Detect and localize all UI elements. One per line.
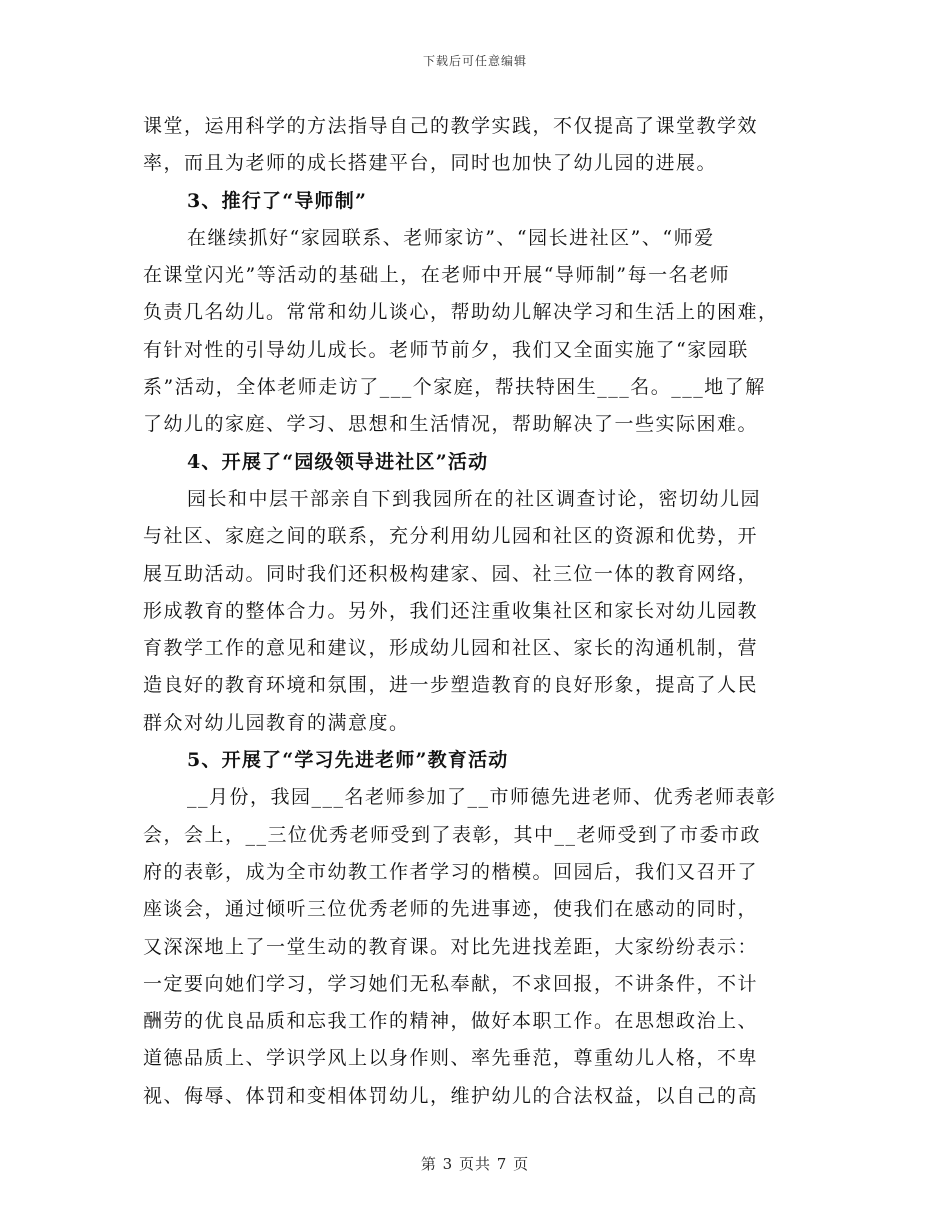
body-text-line: 了幼儿的家庭、学习、思想和生活情况，帮助解决了一些实际困难。 bbox=[143, 413, 759, 436]
body-text-line: 有针对性的引导幼儿成长。老师节前夕，我们又全面实施了“家园联 bbox=[143, 338, 749, 361]
body-text-line: 负责几名幼儿。常常和幼儿谈心，帮助幼儿解决学习和生活上的困难， bbox=[143, 301, 779, 324]
section-heading: 5、开展了“学习先进老师”教育活动 bbox=[187, 749, 509, 772]
body-text-line: 在继续抓好“家园联系、老师家访”、“园长进社区”、“师爱 bbox=[187, 226, 715, 249]
body-text-line: 视、侮辱、体罚和变相体罚幼儿，维护幼儿的合法权益，以自己的高 bbox=[143, 1084, 759, 1107]
body-text-line: 课堂，运用科学的方法指导自己的教学实践，不仅提高了课堂教学效 bbox=[143, 115, 759, 137]
body-text-line: __月份，我园___名老师参加了__市师德先进老师、优秀老师表彰 bbox=[187, 786, 777, 809]
body-text-line: 会，会上，__三位优秀老师受到了表彰，其中__老师受到了市委市政 bbox=[143, 823, 762, 846]
body-text-line: 造良好的教育环境和氛围，进一步塑造教育的良好形象，提高了人民 bbox=[143, 674, 759, 697]
body-text-line: 率，而且为老师的成长搭建平台，同时也加快了幼儿园的进展。 bbox=[143, 152, 718, 175]
section-heading: 3、推行了“导师制” bbox=[187, 189, 368, 212]
body-text-line: 形成教育的整体合力。另外，我们还注重收集社区和家长对幼儿园教 bbox=[143, 599, 759, 622]
body-text-line: 育教学工作的意见和建议，形成幼儿园和社区、家长的沟通机制，营 bbox=[143, 637, 759, 660]
body-text-line: 展互助活动。同时我们还积极构建家、园、社三位一体的教育网络， bbox=[143, 562, 759, 585]
body-text-line: 系”活动，全体老师走访了___个家庭，帮扶特困生___名。___地了解 bbox=[143, 376, 766, 399]
body-text-line: 酬劳的优良品质和忘我工作的精神，做好本职工作。在思想政治上、 bbox=[143, 1010, 759, 1033]
body-text-line: 又深深地上了一堂生动的教育课。对比先进找差距，大家纷纷表示： bbox=[143, 935, 759, 958]
body-text-line: 府的表彰，成为全市幼教工作者学习的楷模。回园后，我们又召开了 bbox=[143, 860, 759, 883]
document-body bbox=[143, 108, 803, 1115]
section-heading: 4、开展了“园级领导进社区”活动 bbox=[187, 450, 489, 473]
body-text-line: 与社区、家庭之间的联系，充分利用幼儿园和社区的资源和优势，开 bbox=[143, 525, 759, 548]
body-text-line: 道德品质上、学识学风上以身作则、率先垂范，尊重幼儿人格，不卑 bbox=[143, 1047, 759, 1070]
body-text-line: 座谈会，通过倾听三位优秀老师的先进事迹，使我们在感动的同时， bbox=[143, 898, 759, 921]
body-text-line: 在课堂闪光”等活动的基础上，在老师中开展“导师制”每一名老师 bbox=[143, 264, 731, 287]
body-text-line: 一定要向她们学习，学习她们无私奉献，不求回报，不讲条件，不计 bbox=[143, 972, 759, 995]
body-text-line: 园长和中层干部亲自下到我园所在的社区调查讨论，密切幼儿园 bbox=[187, 487, 762, 510]
page-number: 第 3 页共 7 页 bbox=[420, 1155, 530, 1173]
header-note: 下载后可任意编辑 bbox=[422, 54, 527, 68]
body-text-line: 群众对幼儿园教育的满意度。 bbox=[143, 711, 410, 734]
